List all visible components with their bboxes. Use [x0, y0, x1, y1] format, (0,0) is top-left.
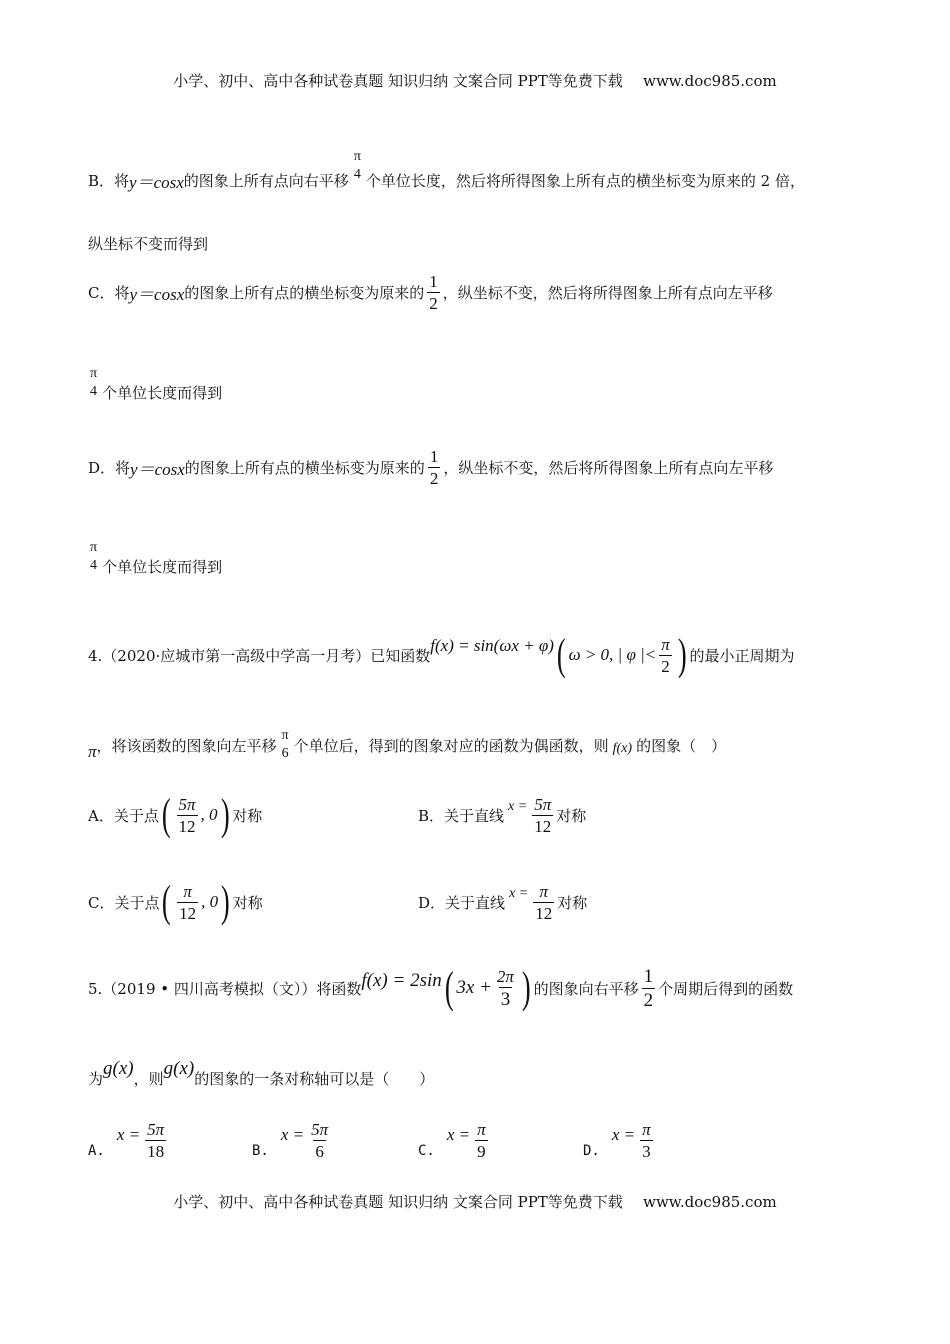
fraction — [475, 1121, 488, 1160]
denominator: 12 — [178, 816, 196, 836]
denominator: 6 — [281, 746, 289, 761]
equation: g(x) — [163, 1058, 195, 1079]
equation: g(x) — [103, 1058, 134, 1079]
text: C. — [418, 1143, 435, 1159]
header-url[interactable]: www.doc985.com — [643, 72, 777, 90]
numerator: π — [90, 366, 98, 381]
denominator: 4 — [353, 167, 361, 182]
text: 的图象上所有点的横坐标变为原来的 — [184, 283, 425, 302]
equation: f(x) — [612, 741, 633, 756]
q3-option-c — [88, 262, 773, 322]
page-header — [0, 70, 950, 91]
fraction — [642, 967, 656, 1010]
q4-option-c[interactable] — [88, 872, 263, 932]
text: , 0 — [201, 892, 219, 911]
q4-stem — [88, 625, 794, 685]
denominator: 4 — [90, 384, 98, 399]
text: 5.（2019 • 四川高考模拟（文））将函数 — [88, 979, 362, 998]
text: C．关于点 — [88, 893, 160, 912]
denominator: 18 — [147, 1141, 165, 1161]
text: B．关于直线 — [418, 806, 505, 825]
text: 4.（2020·应城市第一高级中学高一月考）已知函数 — [88, 646, 431, 665]
text: ，纵坐标不变，然后将所得图象上所有点向左平移 — [442, 283, 773, 302]
q5-option-b[interactable] — [252, 1110, 333, 1170]
q4-stem-cont — [88, 715, 726, 775]
numerator: 1 — [429, 446, 439, 466]
equation: x = — [280, 1125, 305, 1144]
text: ，则 — [133, 1069, 164, 1088]
text: A. — [88, 1143, 105, 1159]
parenthesis: ( — [161, 790, 171, 839]
parenthesis: ( — [556, 630, 566, 679]
q3-option-b — [88, 150, 805, 210]
parenthesis: ) — [221, 877, 230, 926]
denominator: 2 — [429, 468, 439, 488]
denominator: 12 — [179, 903, 197, 923]
denominator: 4 — [90, 558, 98, 573]
equation: x = — [446, 1125, 471, 1144]
fraction — [659, 636, 672, 675]
equation: y＝cosx — [129, 284, 185, 304]
q5-stem-cont — [88, 1048, 434, 1108]
denominator: 2 — [661, 656, 670, 676]
text: 的图象（ ） — [636, 736, 727, 755]
numerator: 5π — [147, 1119, 165, 1139]
parenthesis: ( — [162, 877, 172, 926]
fraction — [533, 883, 554, 922]
numerator: π — [90, 540, 98, 555]
q5-stem — [88, 958, 793, 1018]
numerator: π — [661, 634, 670, 654]
parenthesis: ) — [677, 630, 687, 679]
q4-option-a[interactable] — [88, 785, 262, 845]
fraction — [145, 1121, 166, 1160]
text: 对称 — [557, 893, 588, 912]
equation: 3x + — [456, 977, 492, 998]
text: B．将 — [88, 171, 130, 190]
fraction — [177, 796, 198, 835]
text: C．将 — [88, 283, 130, 302]
fraction — [88, 541, 99, 573]
text: D．关于直线 — [418, 893, 506, 912]
fraction — [177, 883, 198, 922]
parenthesis: ( — [444, 963, 454, 1012]
text: B. — [252, 1143, 269, 1159]
text: ，纵坐标不变，然后将所得图象上所有点向左平移 — [443, 458, 774, 477]
numerator: 2π — [496, 966, 514, 986]
denominator: 2 — [643, 989, 654, 1011]
footer-url[interactable]: www.doc985.com — [643, 1193, 777, 1211]
fraction — [352, 150, 363, 182]
footer-text: 小学、初中、高中各种试卷真题 知识归纳 文案合同 PPT等免费下载 — [173, 1193, 623, 1211]
denominator: 9 — [477, 1141, 486, 1161]
equation: x = — [509, 886, 529, 901]
numerator: 5π — [534, 794, 552, 814]
numerator: 1 — [429, 271, 438, 291]
equation: x = — [611, 1125, 636, 1144]
equation: x = — [508, 799, 528, 814]
equation: x = — [116, 1125, 141, 1144]
numerator: π — [353, 149, 361, 164]
q4-option-b[interactable] — [418, 785, 586, 845]
equation: f(x) = sin(ωx + φ) — [430, 636, 554, 655]
text: 为 — [88, 1069, 104, 1088]
parenthesis: ) — [521, 963, 531, 1012]
q4-option-d[interactable] — [418, 872, 587, 932]
text: D．将 — [88, 458, 131, 477]
fraction — [427, 273, 440, 312]
text: 个单位长度，然后将所得图象上所有点的横坐标变为原来的 2 倍， — [365, 171, 805, 190]
equation: y＝cosx — [130, 459, 185, 479]
text: 个单位长度而得到 — [102, 383, 223, 402]
numerator: 5π — [311, 1119, 329, 1139]
numerator: π — [539, 881, 548, 901]
numerator: 5π — [178, 794, 196, 814]
text: 个周期后得到的函数 — [658, 979, 794, 998]
numerator: π — [477, 1119, 486, 1139]
q5-option-c[interactable] — [418, 1110, 491, 1170]
text: A．关于点 — [88, 806, 159, 825]
text: 的图象上所有点向右平移 — [183, 171, 349, 190]
equation: π — [88, 742, 97, 761]
text: 个单位长度而得到 — [102, 557, 223, 576]
fraction — [532, 796, 553, 835]
q5-option-a[interactable] — [88, 1110, 169, 1170]
equation: ω > 0, | φ |< — [568, 645, 657, 664]
equation: y＝cosx — [129, 172, 184, 192]
text: , 0 — [200, 805, 218, 824]
denominator: 2 — [429, 293, 438, 313]
fraction — [495, 968, 516, 1009]
fraction — [640, 1121, 653, 1160]
page-footer — [0, 1191, 950, 1212]
text: 的最小正周期为 — [689, 646, 795, 665]
text: 对称 — [232, 806, 263, 825]
denominator: 12 — [534, 816, 552, 836]
text: 的图象向右平移 — [533, 979, 639, 998]
fraction — [309, 1121, 330, 1160]
text: 的图象的一条对称轴可以是（ ） — [194, 1069, 435, 1088]
denominator: 12 — [535, 903, 553, 923]
text: ，将该函数的图象向左平移 — [96, 736, 277, 755]
q3-option-c-cont — [88, 353, 222, 413]
text: 对称 — [232, 893, 263, 912]
text: 个单位后，得到的图象对应的函数为偶函数，则 — [293, 736, 609, 755]
numerator: π — [642, 1119, 651, 1139]
text: 纵坐标不变而得到 — [88, 234, 209, 253]
denominator: 3 — [500, 988, 511, 1010]
numerator: π — [281, 728, 289, 743]
q3-option-d-cont — [88, 527, 222, 587]
equation: f(x) = 2sin — [361, 970, 442, 991]
q5-option-d[interactable] — [583, 1110, 656, 1170]
fraction — [428, 448, 441, 487]
fraction — [280, 729, 291, 761]
text: 的图象上所有点的横坐标变为原来的 — [184, 458, 425, 477]
numerator: 1 — [643, 965, 654, 987]
q3-option-d — [88, 437, 773, 497]
denominator: 6 — [315, 1141, 324, 1161]
text: 对称 — [556, 806, 587, 825]
header-text: 小学、初中、高中各种试卷真题 知识归纳 文案合同 PPT等免费下载 — [173, 72, 623, 90]
fraction — [88, 367, 99, 399]
numerator: π — [183, 881, 192, 901]
text: D. — [583, 1143, 600, 1159]
parenthesis: ) — [220, 790, 230, 839]
denominator: 3 — [642, 1141, 651, 1161]
